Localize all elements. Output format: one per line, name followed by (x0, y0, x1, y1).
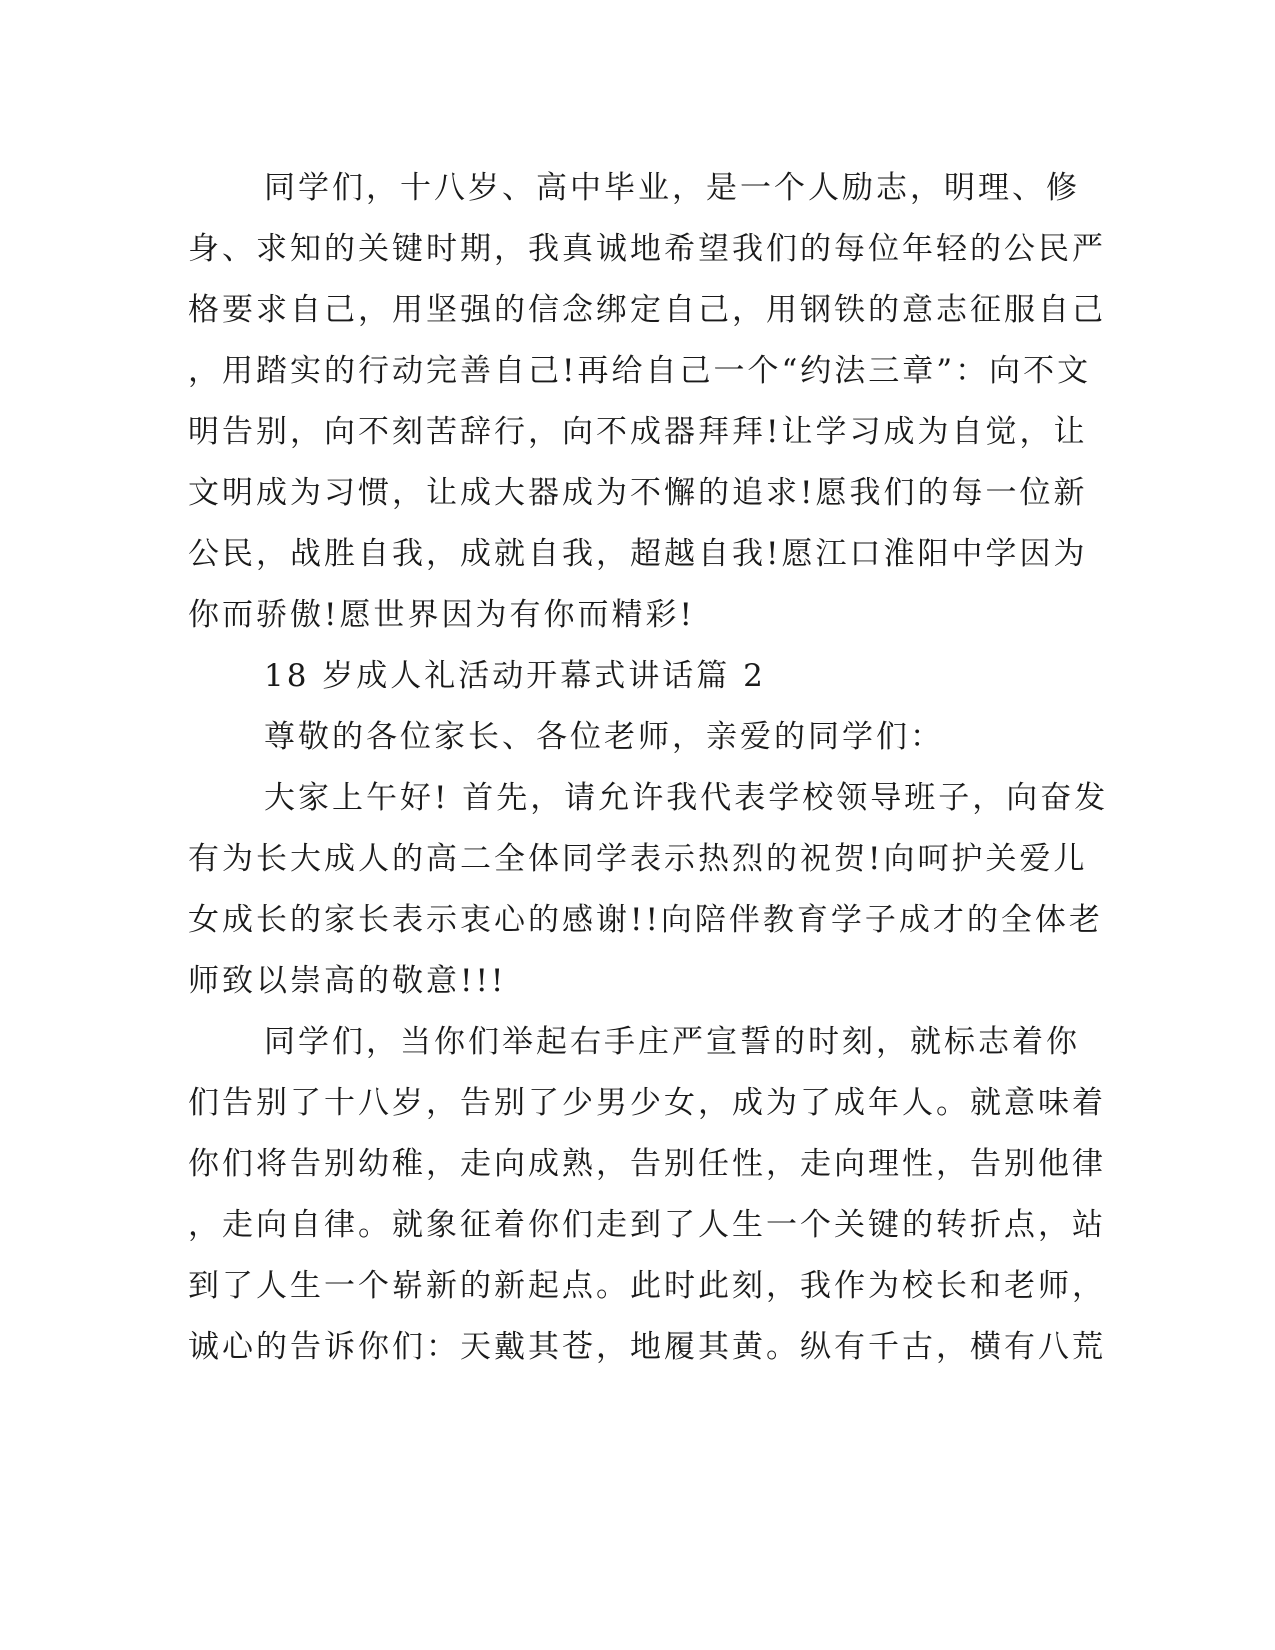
text-line: 尊敬的各位家长、各位老师，亲爱的同学们： (264, 719, 944, 755)
text-line: 大家上午好! 首先，请允许我代表学校领导班子，向奋发 (264, 780, 1109, 816)
text-line: 到了人生一个崭新的新起点。此时此刻，我作为校长和老师， (188, 1268, 1106, 1304)
text-line: ，走向自律。就象征着你们走到了人生一个关键的转折点，站 (188, 1207, 1106, 1243)
salutation (188, 707, 1078, 768)
paragraph-4 (188, 768, 1109, 1012)
text-line: 同学们，十八岁、高中毕业，是一个人励志，明理、修 (264, 170, 1080, 206)
text-line: 格要求自己，用坚强的信念绑定自己，用钢铁的意志征服自己 (188, 292, 1106, 328)
text-line: 同学们，当你们举起右手庄严宣誓的时刻，就标志着你 (264, 1024, 1080, 1060)
text-line: 师致以崇高的敬意!!! (188, 963, 507, 999)
heading-line: 18 岁成人礼活动开幕式讲话篇 2 (264, 658, 766, 694)
paragraph-5 (188, 1012, 1106, 1378)
paragraph-1 (188, 158, 1106, 646)
text-line: 们告别了十八岁，告别了少男少女，成为了成年人。就意味着 (188, 1085, 1106, 1121)
text-line: 文明成为习惯，让成大器成为不懈的追求!愿我们的每一位新 (188, 475, 1088, 511)
text-line: 你而骄傲!愿世界因为有你而精彩! (188, 597, 695, 633)
text-line: 女成长的家长表示衷心的感谢!!向陪伴教育学子成才的全体老 (188, 902, 1103, 938)
text-line: 诚心的告诉你们：天戴其苍，地履其黄。纵有千古，横有八荒 (188, 1329, 1106, 1365)
section-heading (188, 646, 1078, 707)
document-body (188, 158, 1109, 1378)
text-line: 有为长大成人的高二全体同学表示热烈的祝贺!向呵护关爱儿 (188, 841, 1088, 877)
text-line: 你们将告别幼稚，走向成熟，告别任性，走向理性，告别他律 (188, 1146, 1106, 1182)
text-line: 身、求知的关键时期，我真诚地希望我们的每位年轻的公民严 (188, 231, 1106, 267)
text-line: ，用踏实的行动完善自己!再给自己一个“约法三章”：向不文 (188, 353, 1092, 389)
text-line: 明告别，向不刻苦辞行，向不成器拜拜!让学习成为自觉，让 (188, 414, 1088, 450)
text-line: 公民，战胜自我，成就自我，超越自我!愿江口淮阳中学因为 (188, 536, 1088, 572)
